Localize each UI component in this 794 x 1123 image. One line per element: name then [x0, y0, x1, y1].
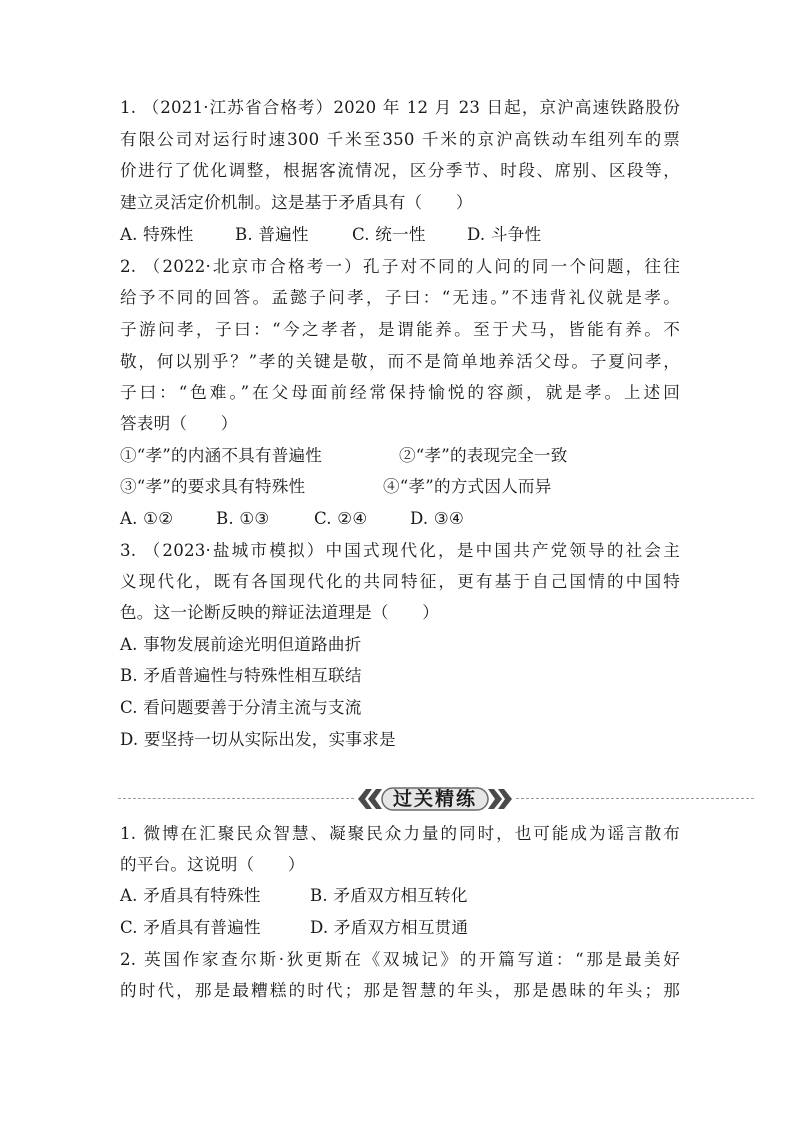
- q3-line-1: 3. （2023·盐城市模拟）中国式现代化，是中国共产党领导的社会主: [120, 541, 680, 560]
- banner-title: 过关精练: [392, 788, 477, 810]
- q3-line-3: 色。这一论断反映的辩证法道理是（ ）: [120, 603, 440, 622]
- q3-line-2: 义现代化，既有各国现代化的共同特征，更有基于自己国情的中国特: [120, 572, 680, 591]
- q1-line-2: 有限公司对运行时速300 千米至350 千米的京沪高铁动车组列车的票: [120, 130, 680, 149]
- q2-line-1: 2. （2022·北京市合格考一）孔子对不同的人问的同一个问题，往往: [120, 257, 680, 276]
- section-banner: [118, 784, 754, 814]
- q2-option-c[interactable]: C. ②④: [314, 509, 368, 528]
- q2-line-2: 给予不同的回答。孟懿子问孝，子曰：“无违。”不违背礼仪就是孝。: [120, 288, 680, 307]
- p1-line-1: 1. 微博在汇聚民众智慧、凝聚民众力量的同时，也可能成为谣言散布: [120, 824, 680, 843]
- p1-option-c[interactable]: C. 矛盾具有普遍性: [120, 918, 261, 937]
- q1-option-a[interactable]: A. 特殊性: [120, 225, 194, 244]
- q1-option-c[interactable]: C. 统一性: [352, 225, 426, 244]
- q2-line-3: 子游问孝，子曰：“今之孝者，是谓能养。至于犬马，皆能有养。不: [120, 320, 680, 339]
- q2-statement-3: ③“孝”的要求具有特殊性: [120, 477, 306, 496]
- q2-statement-2: ②“孝”的表现完全一致: [399, 446, 568, 465]
- banner-divider-right: [516, 798, 754, 799]
- q1-line-1: 1. （2021·江苏省合格考）2020 年 12 月 23 日起，京沪高速铁路股份: [120, 98, 680, 117]
- q1-option-d[interactable]: D. 斗争性: [467, 225, 542, 244]
- banner-divider-left: [118, 798, 354, 799]
- q2-option-b[interactable]: B. ①③: [216, 509, 270, 528]
- q2-statement-1: ①“孝”的内涵不具有普遍性: [120, 446, 323, 465]
- p1-option-a[interactable]: A. 矛盾具有特殊性: [120, 886, 261, 905]
- q1-line-3: 价进行了优化调整，根据客流情况，区分季节、时段、席别、区段等，: [120, 161, 680, 180]
- q1-option-b[interactable]: B. 普遍性: [235, 225, 309, 244]
- p1-options-row-1: [120, 886, 680, 906]
- q2-options: [120, 509, 680, 529]
- q1-options: [120, 225, 680, 245]
- p1-option-d[interactable]: D. 矛盾双方相互贯通: [310, 918, 469, 937]
- p2-line-2: 的时代，那是最糟糕的时代；那是智慧的年头，那是愚昧的年头；那: [120, 981, 680, 1000]
- q2-statements-row-1: [120, 446, 680, 466]
- p1-options-row-2: [120, 918, 680, 938]
- q2-statements-row-2: [120, 477, 680, 497]
- p2-line-1: 2. 英国作家查尔斯·狄更斯在《双城记》的开篇写道：“那是最美好: [120, 950, 680, 969]
- q2-statement-4: ④“孝”的方式因人而异: [383, 477, 552, 496]
- q2-option-a[interactable]: A. ①②: [120, 509, 174, 528]
- q2-option-d[interactable]: D. ③④: [410, 509, 465, 528]
- q3-option-d[interactable]: D. 要坚持一切从实际出发，实事求是: [120, 730, 396, 749]
- q3-option-a[interactable]: A. 事物发展前途光明但道路曲折: [120, 635, 362, 654]
- p1-line-2: 的平台。这说明（ ）: [120, 855, 305, 874]
- banner-ribbon: [356, 785, 514, 813]
- q2-line-6: 答表明（ ）: [120, 414, 238, 433]
- q2-line-5: 子曰：“色难。”在父母面前经常保持愉悦的容颜，就是孝。上述回: [120, 383, 680, 402]
- q1-line-4: 建立灵活定价机制。这是基于矛盾具有（ ）: [120, 193, 473, 212]
- p1-option-b[interactable]: B. 矛盾双方相互转化: [310, 886, 468, 905]
- q2-line-4: 敬，何以别乎？”孝的关键是敬，而不是简单地养活父母。子夏问孝，: [120, 352, 680, 371]
- q3-option-c[interactable]: C. 看问题要善于分清主流与支流: [120, 698, 362, 717]
- q3-option-b[interactable]: B. 矛盾普遍性与特殊性相互联结: [120, 666, 362, 685]
